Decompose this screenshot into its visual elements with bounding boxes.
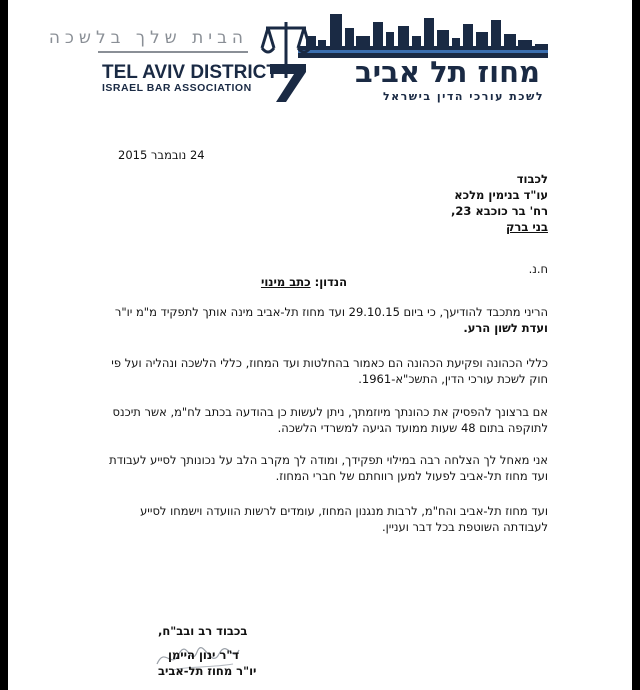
paragraph-3-line-1: אם ברצונך להפסיק את כהונתך מיוזמתך, ניתן לעשות כן בהודעה בכתב לח"מ, אשר תיכנס	[112, 405, 548, 419]
paragraph-5-line-1: ועד מחוז תל-אביב והח"מ, לרבות מנגנון המחוז, עומדים לרשות הוועדה וישמחו לסייע	[140, 504, 548, 518]
paragraph-5-line-2: לעבודתה השוטפת בכל דבר ועניין.	[381, 520, 548, 534]
greeting: ח.נ.	[528, 262, 548, 276]
paragraph-4-line-1: אני מאחל לך הצלחה רבה במילוי תפקידך, ומודה לך מקרב הלב על נכונותך לסייע לעבודת	[109, 453, 548, 467]
tagline-underline	[98, 51, 248, 53]
scales-of-justice-icon	[260, 16, 312, 106]
district-name-english: TEL AVIV DISTRICT	[102, 62, 278, 83]
association-name-hebrew: לשכת עורכי הדין בישראל	[382, 90, 544, 103]
subject-line	[261, 275, 347, 289]
to-label: לכבוד	[516, 172, 548, 186]
association-name-english: ISRAEL BAR ASSOCIATION	[102, 82, 252, 94]
paragraph-4-line-2: ועד מחוז תל-אביב לפעול למען רווחתם של חברי המחוז.	[275, 469, 548, 483]
district-name-hebrew: מחוז תל אביב	[354, 55, 540, 89]
subject-text: כתב מינוי	[260, 275, 311, 289]
signer-title: יו"ר מחוז תל-אביב	[158, 664, 257, 678]
paragraph-3-line-2: לתוקפה בתום 48 שעות ממועד הגיעה למשרדי הלשכה.	[277, 421, 548, 435]
paragraph-2-line-1: כללי הכהונה ופקיעת הכהונה הם כאמור בהחלטות ועד המחוז, כללי הלשכה ונהליה ועל פי	[111, 356, 548, 370]
chamber-tagline: הבית שלך בלשכה	[48, 28, 248, 48]
letter-date: 24 נובמבר 2015	[118, 148, 205, 162]
recipient-city: בני ברק	[505, 220, 548, 234]
paragraph-2-line-2: חוק לשכת עורכי הדין, התשכ"א-1961.	[358, 372, 548, 386]
signer-name: ד"ר ינון היימן	[168, 648, 240, 662]
city-skyline-icon	[298, 10, 548, 58]
letter-page	[8, 0, 632, 690]
paragraph-1-line-2: ועדת לשון הרע.	[463, 321, 548, 335]
paragraph-1-line-1: הריני מתכבד להודיעך, כי ביום 29.10.15 ועד מחוז תל-אביב מינה אותך לתפקיד מ"מ יו"ר	[114, 305, 548, 319]
subject-prefix: הנדון:	[314, 275, 347, 289]
letterhead	[8, 0, 632, 115]
recipient-street: רח' בר כוכבא 23,	[450, 204, 548, 218]
closing-line: בכבוד רב ובב"ח,	[158, 624, 248, 638]
recipient-name: עו"ד בנימין מלכא	[454, 188, 548, 202]
